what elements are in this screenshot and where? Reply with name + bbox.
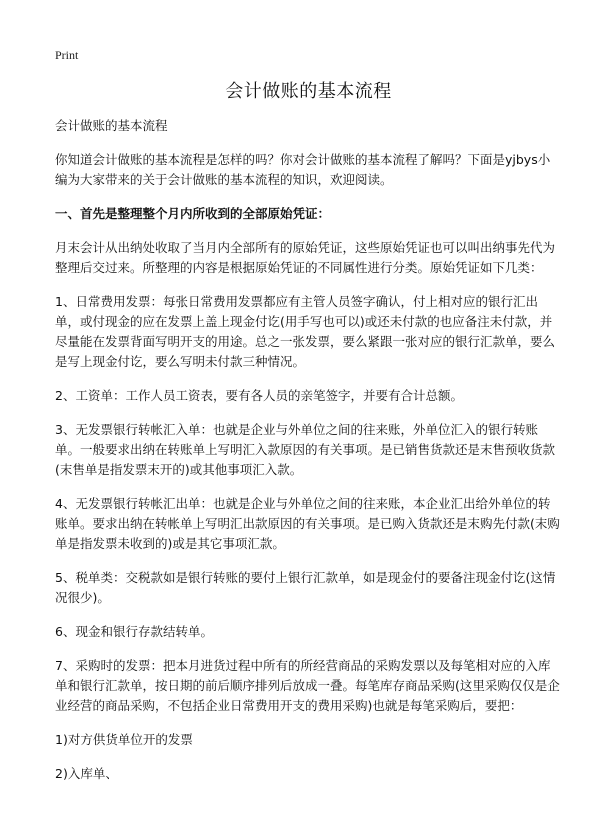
sub-item-supplier-invoice: 1)对方供货单位开的发票 [55,732,193,747]
list-item-tax: 5、税单类：交税款如是银行转账的要付上银行汇款单，如是现金付的要备注现金付讫(这情况很少)。 [55,570,556,605]
list-item-payroll: 2、工资单：工作人员工资表，要有各人员的亲笔签字，并要有合计总额。 [55,388,463,403]
list-item-cash-bank: 6、现金和银行存款结转单。 [55,624,213,639]
section-heading: 一、首先是整理整个月内所收到的全部原始凭证： [55,206,331,221]
page-title: 会计做账的基本流程 [225,81,392,102]
print-link[interactable]: Print [55,48,79,62]
list-item-incoming-transfer: 3、无发票银行转帐汇入单：也就是企业与外单位之间的往来账，外单位汇入的银行转账单。一般要求出纳在转账单上写明汇入款原因的有关事项。是已销售货款还是末售预收货款(末售单是指发票末开的)或其他事项汇入款。 [55,422,556,477]
list-item-outgoing-transfer: 4、无发票银行转帐汇出单：也就是企业与外单位之间的往来账，本企业汇出给外单位的转账单。要求出纳在转帐单上写明汇出款原因的有关事项。是已购入货款还是末购先付款(末购单是指发票未收到的)或是其它事项汇款。 [55,496,560,551]
section-paragraph: 月末会计从出纳处收取了当月内全部所有的原始凭证，这些原始凭证也可以叫出纳事先代为整理后交过来。所整理的内容是根据原始凭证的不同属性进行分类。原始凭证如下几类： [55,240,556,275]
article-subtitle: 会计做账的基本流程 [55,118,168,133]
list-item-purchase-invoice: 7、采购时的发票：把本月进货过程中所有的所经营商品的采购发票以及每笔相对应的入库单和银行汇款单，按日期的前后顺序排列后放成一叠。每笔库存商品采购(这里采购仅仅是企业经营的商品采购，不包括企业日常费用开支的费用采购)也就是每笔采购后，要把： [55,658,560,713]
list-item-daily-expense: 1、日常费用发票：每张日常费用发票都应有主管人员签字确认，付上相对应的银行汇出单，或付现金的应在发票上盖上现金付讫(用手写也可以)或还未付款的也应备注未付款，并尽量能在发票背面写明开支的用途。总之一张发票，要么紧跟一张对应的银行汇款单，要么是写上现金付讫，要么写明未付款三种情况。 [55,294,556,369]
sub-item-warehouse-receipt: 2)入库单、 [55,766,118,781]
intro-paragraph: 你知道会计做账的基本流程是怎样的吗？你对会计做账的基本流程了解吗？下面是yjbys小编为大家带来的关于会计做账的基本流程的知识，欢迎阅读。 [55,152,551,187]
